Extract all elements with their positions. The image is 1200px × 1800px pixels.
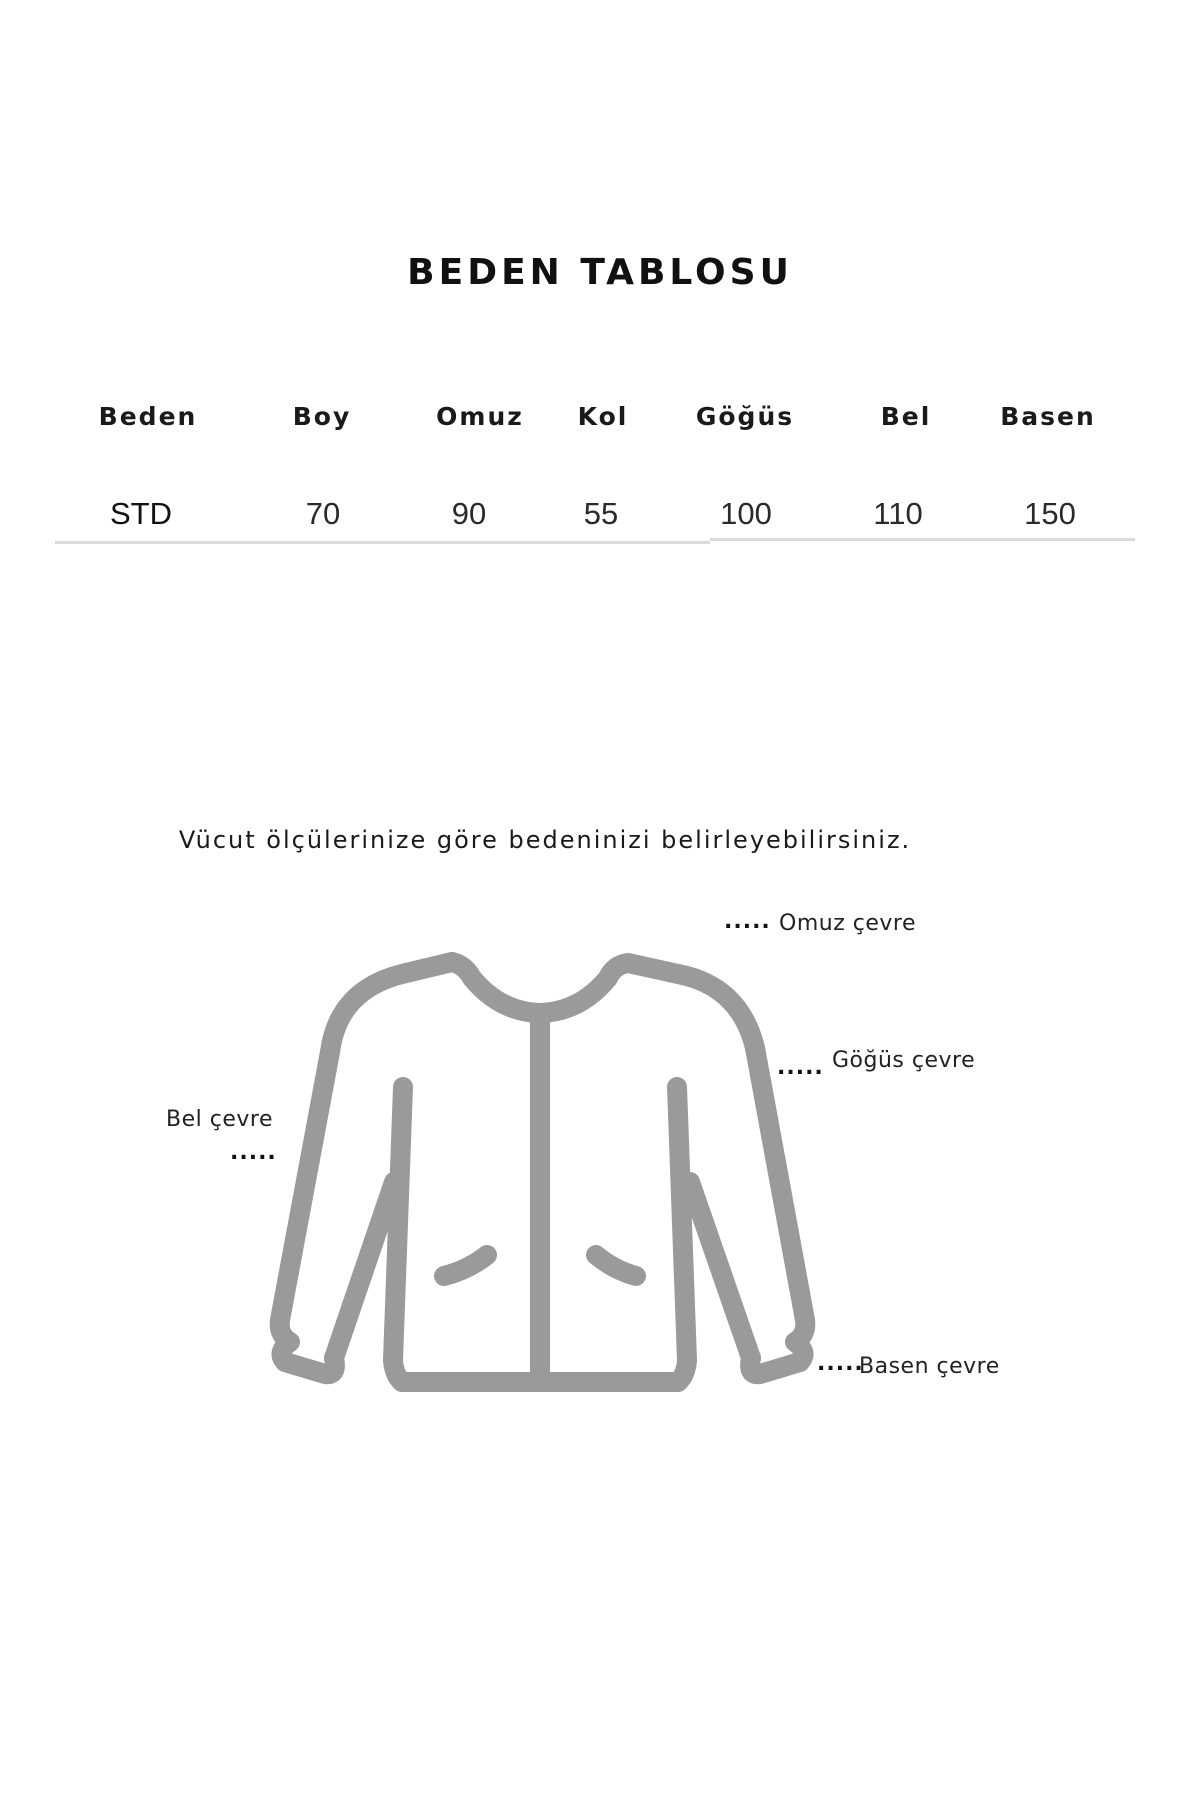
cell-bel: 110	[873, 496, 923, 531]
cell-gogus: 100	[720, 496, 772, 531]
omuz-dots: .....	[724, 909, 771, 934]
cell-omuz: 90	[451, 496, 487, 531]
header-beden: Beden	[98, 402, 198, 431]
cell-basen: 150	[1024, 496, 1076, 531]
measurement-instruction: Vücut ölçülerinize göre bedeninizi belirleyebilirsiniz.	[178, 826, 912, 854]
gogus-dots: .....	[777, 1055, 824, 1080]
header-omuz: Omuz	[436, 402, 524, 431]
header-bel: Bel	[880, 402, 932, 431]
gogus-cevre-label: Göğüs çevre	[832, 1048, 976, 1073]
cell-boy: 70	[305, 496, 341, 531]
basen-dots: .....	[817, 1351, 864, 1376]
header-kol: Kol	[577, 402, 629, 431]
bel-cevre-label: Bel çevre	[166, 1107, 273, 1132]
header-gogus: Göğüs	[695, 402, 795, 431]
header-boy: Boy	[292, 402, 352, 431]
page-title: BEDEN TABLOSU	[407, 252, 793, 293]
basen-cevre-label: Basen çevre	[859, 1354, 1000, 1379]
bel-dots: .....	[230, 1140, 277, 1165]
omuz-cevre-label: Omuz çevre	[779, 911, 916, 936]
header-basen: Basen	[1000, 402, 1096, 431]
cell-kol: 55	[583, 496, 619, 531]
cell-size: STD	[110, 496, 172, 531]
